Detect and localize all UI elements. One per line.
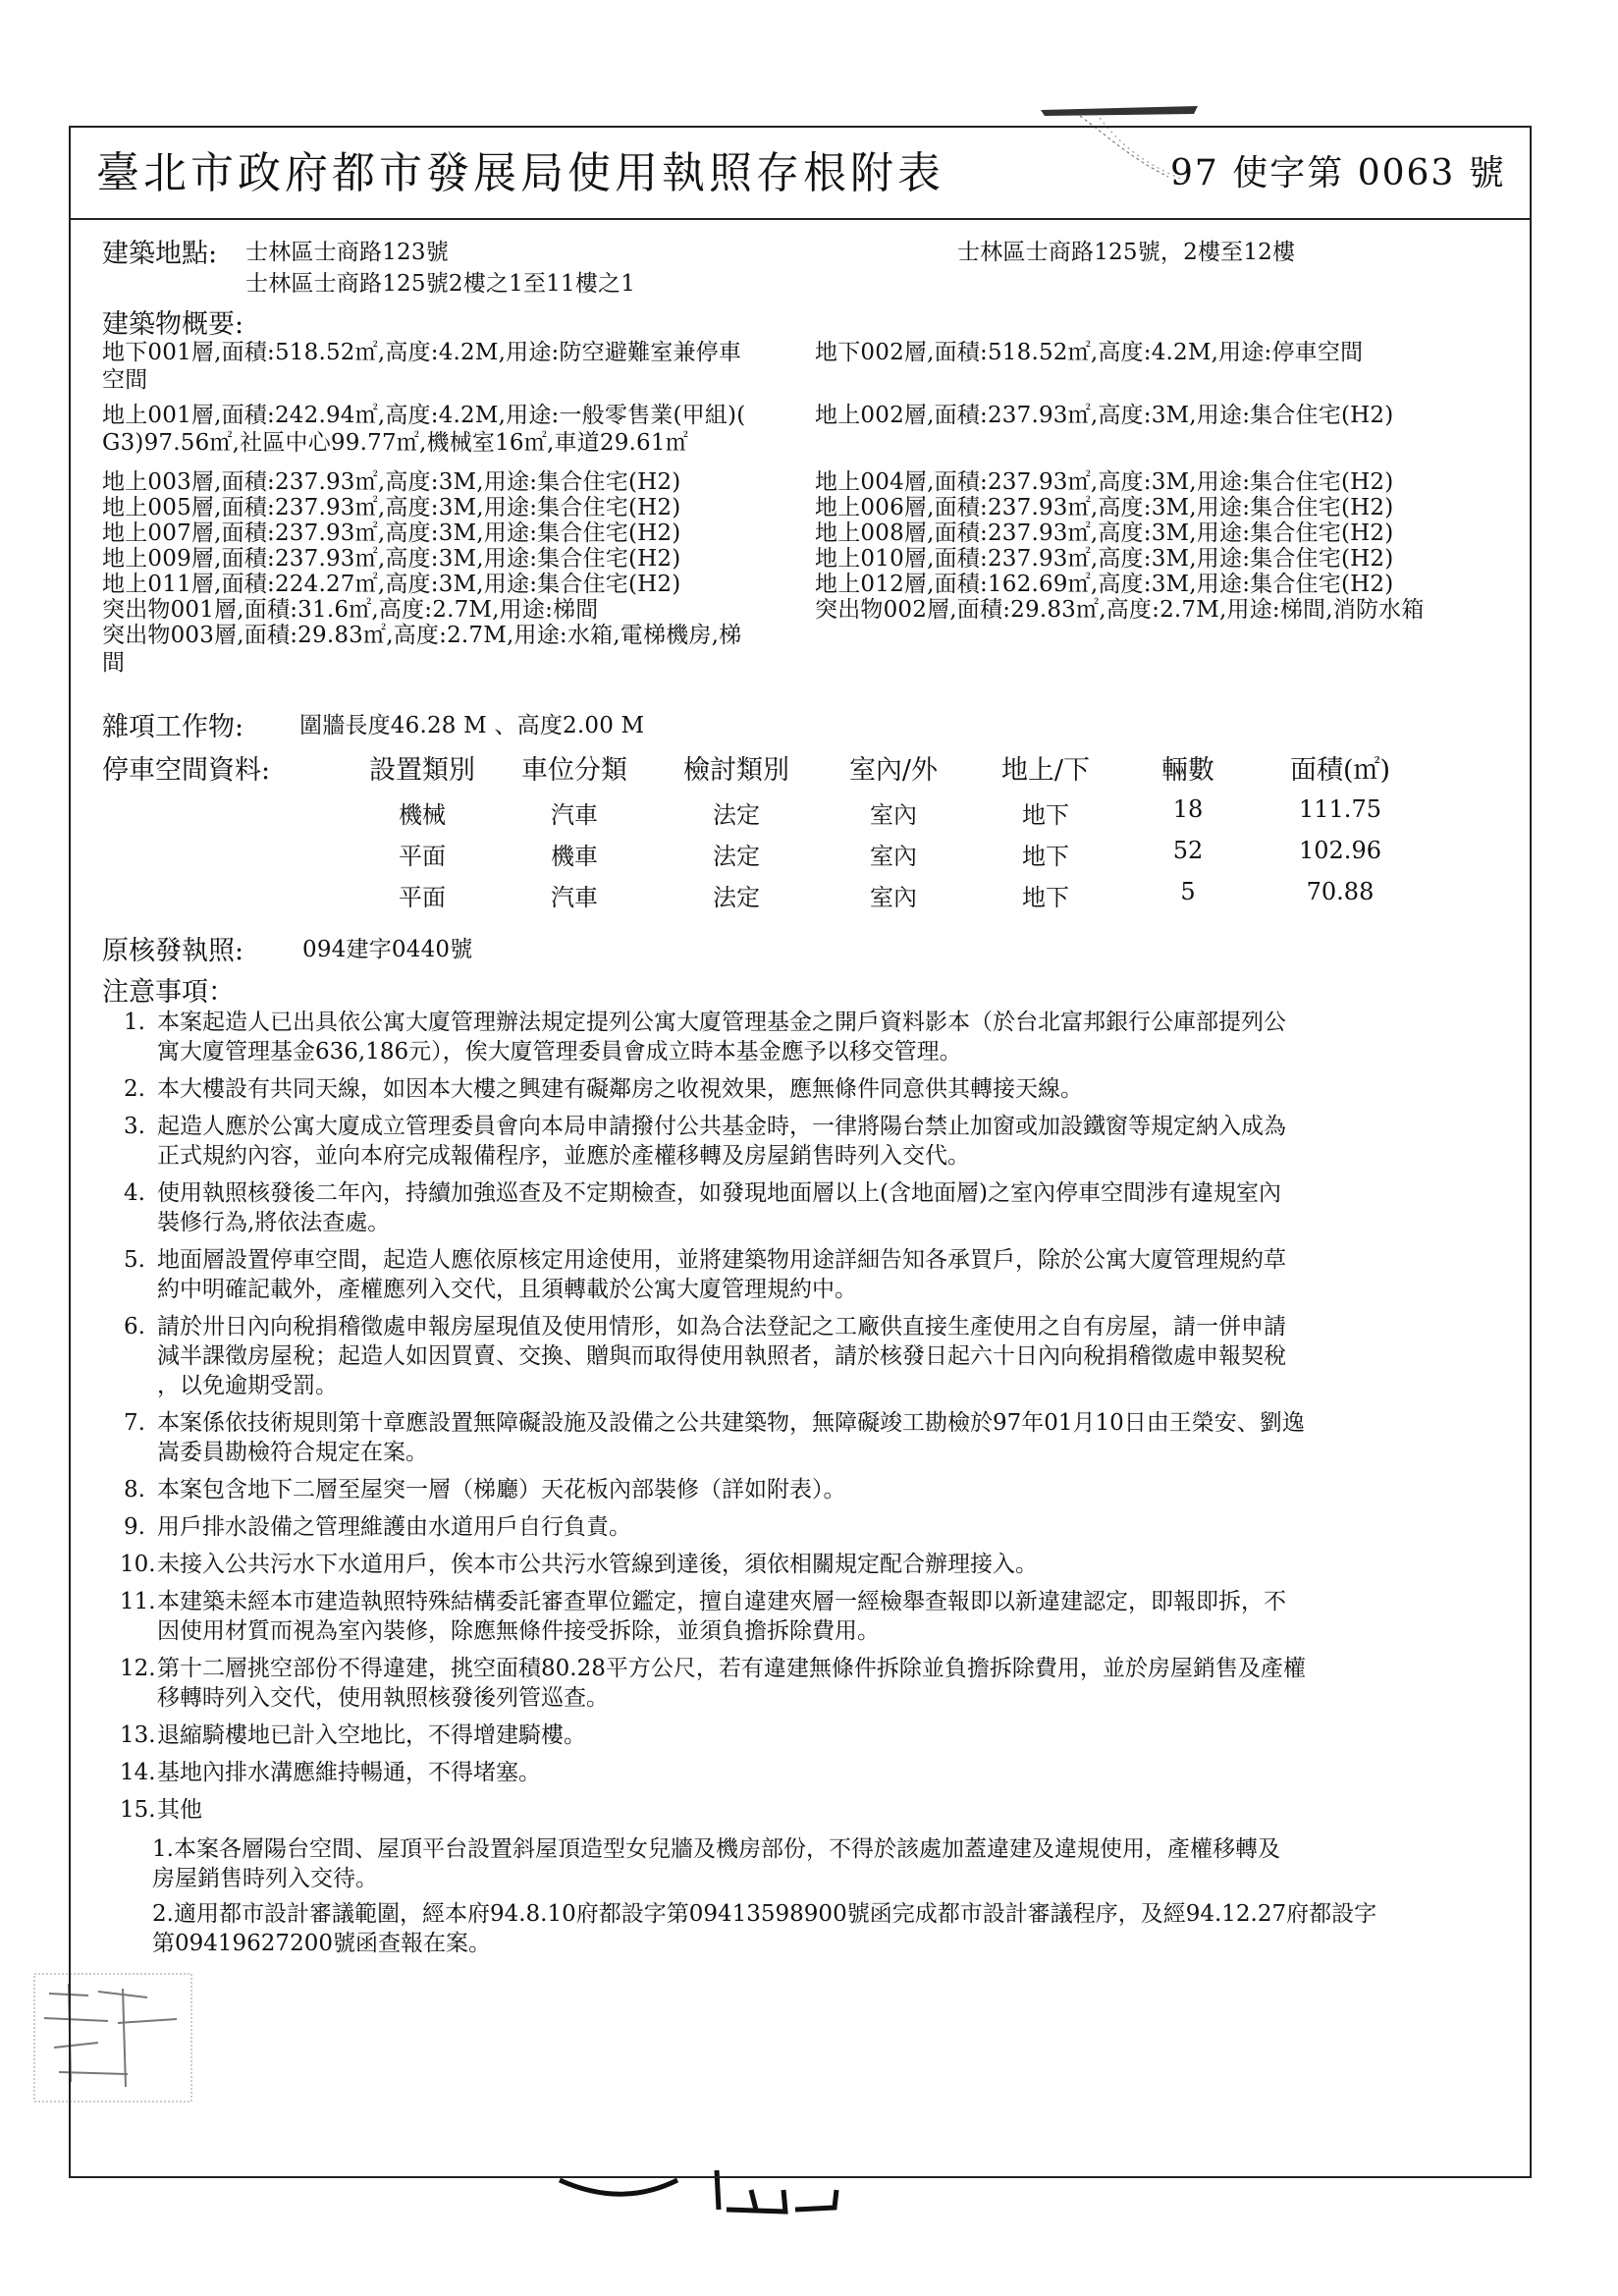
- note-number: 13.: [120, 1722, 156, 1748]
- note-number: 15.: [120, 1797, 156, 1823]
- note-item-2: [120, 1074, 1083, 1104]
- parking-cell-r3-c4: 室內: [870, 884, 917, 911]
- note-item-10: [120, 1550, 1038, 1579]
- overview-right-4: 地上006層,面積:237.93㎡,高度:3M,用途:集合住宅(H2): [815, 495, 1394, 520]
- note-text-line: 寓大廈管理基金636,186元），俟大廈管理委員會成立時本基金應予以移交管理。: [157, 1039, 962, 1065]
- note-number: 4.: [124, 1180, 145, 1206]
- parking-cell-r2-c2: 機車: [551, 843, 598, 870]
- note-item-7: [120, 1408, 1305, 1465]
- note-text-line: 本案起造人已出具依公寓大廈管理辦法規定提列公寓大廈管理基金之開戶資料影本（於台北富邦銀行公庫部提列公: [157, 1010, 1286, 1035]
- note-number: 11.: [120, 1589, 156, 1614]
- overview-right-6: 地上010層,面積:237.93㎡,高度:3M,用途:集合住宅(H2): [815, 546, 1394, 572]
- parking-header-6: 輛數: [1161, 755, 1214, 786]
- note-text-line: 正式規約內容，並向本府完成報備程序，並應於產權移轉及房屋銷售時列入交代。: [157, 1143, 970, 1169]
- parking-cell-r3-c5: 地下: [1022, 884, 1069, 911]
- parking-cell-r2-c5: 地下: [1022, 843, 1069, 870]
- overview-left-2: 地上001層,面積:242.94㎡,高度:4.2M,用途:一般零售業(甲組)(: [102, 403, 746, 428]
- note-text-line: 退縮騎樓地已計入空地比，不得增建騎樓。: [157, 1722, 586, 1748]
- location-line-1: 士林區士商路123號: [245, 240, 449, 265]
- note-text-line: 嵩委員勘檢符合規定在案。: [157, 1440, 428, 1465]
- note-item-12: [120, 1654, 1306, 1711]
- overview-right-8: 突出物002層,面積:29.83㎡,高度:2.7M,用途:梯間,消防水箱: [815, 597, 1425, 623]
- overview-right-2: 地上002層,面積:237.93㎡,高度:3M,用途:集合住宅(H2): [815, 403, 1394, 428]
- overview-right-3: 地上004層,面積:237.93㎡,高度:3M,用途:集合住宅(H2): [815, 469, 1394, 495]
- other-note-1-line-1: 1.本案各層陽台空間、屋頂平台設置斜屋頂造型女兒牆及機房部份，不得於該處加蓋違建及違規使用，產權移轉及: [152, 1836, 1280, 1862]
- note-text-line: 移轉時列入交代，使用執照核發後列管巡查。: [157, 1685, 609, 1711]
- location-right: 士林區士商路125號，2樓至12樓: [957, 240, 1296, 265]
- note-item-4: [120, 1178, 1281, 1235]
- overview-left-7: 地上011層,面積:224.27㎡,高度:3M,用途:集合住宅(H2): [102, 572, 681, 597]
- other-note-1-line-2: 房屋銷售時列入交待。: [152, 1866, 378, 1891]
- overview-left-1: 地下001層,面積:518.52㎡,高度:4.2M,用途:防空避難室兼停車: [102, 340, 742, 365]
- parking-cell-r1-c6: 18: [1172, 795, 1204, 823]
- parking-cell-r2-c4: 室內: [870, 843, 917, 870]
- note-item-13: [120, 1721, 586, 1750]
- parking-cell-r2-c3: 法定: [713, 843, 760, 870]
- parking-label: 停車空間資料:: [102, 755, 271, 786]
- overview-left-6: 地上009層,面積:237.93㎡,高度:3M,用途:集合住宅(H2): [102, 546, 681, 572]
- parking-cell-r1-c7: 111.75: [1299, 795, 1381, 823]
- note-item-6: [120, 1312, 1286, 1398]
- note-text-line: 本大樓設有共同天線，如因本大樓之興建有礙鄰房之收視效果，應無條件同意供其轉接天線。: [157, 1076, 1083, 1102]
- note-text-line: 本建築未經本市建造執照特殊結構委託審查單位鑑定，擅自違建夾層一經檢舉查報即以新違建認定，即報即拆，不: [157, 1589, 1286, 1614]
- note-text-line: 本案包含地下二層至屋突一層（梯廳）天花板內部裝修（詳如附表）。: [157, 1477, 846, 1503]
- note-number: 9.: [124, 1514, 145, 1540]
- note-text-line: 請於卅日內向稅捐稽徵處申報房屋現值及使用情形，如為合法登記之工廠供直接生產使用之自有房屋，請一併申請: [157, 1314, 1286, 1339]
- note-number: 14.: [120, 1760, 156, 1785]
- document-title: 臺北市政府都市發展局使用執照存根附表: [96, 148, 944, 198]
- note-item-8: [120, 1475, 846, 1504]
- parking-cell-r3-c2: 汽車: [551, 884, 598, 911]
- note-text-line: 使用執照核發後二年內，持續加強巡查及不定期檢查，如發現地面層以上(含地面層)之室內停車空間涉有違規室內: [157, 1180, 1281, 1206]
- note-number: 2.: [124, 1076, 145, 1102]
- overview-left-5: 地上007層,面積:237.93㎡,高度:3M,用途:集合住宅(H2): [102, 520, 681, 546]
- parking-cell-r1-c1: 機械: [399, 801, 446, 829]
- parking-cell-r3-c3: 法定: [713, 884, 760, 911]
- note-text-line: 裝修行為,將依法查處。: [157, 1210, 391, 1235]
- parking-header-4: 室內/外: [848, 755, 939, 786]
- parking-cell-r1-c2: 汽車: [551, 801, 598, 829]
- parking-header-7: 面積(㎡): [1289, 755, 1391, 786]
- parking-cell-r1-c3: 法定: [713, 801, 760, 829]
- overview-left-8: 突出物001層,面積:31.6㎡,高度:2.7M,用途:梯間: [102, 597, 599, 623]
- other-note-2-line-1: 2.適用都市設計審議範圍，經本府94.8.10府都設字第09413598900號函完成都市設計審議程序，及經94.12.27府都設字: [152, 1901, 1377, 1927]
- parking-cell-r3-c1: 平面: [399, 884, 446, 911]
- note-number: 1.: [124, 1010, 145, 1035]
- note-item-14: [120, 1758, 541, 1787]
- location-line-2: 士林區士商路125號2樓之1至11樓之1: [245, 271, 636, 297]
- note-text-line: 其他: [157, 1797, 202, 1823]
- overview-left-3: 地上003層,面積:237.93㎡,高度:3M,用途:集合住宅(H2): [102, 469, 681, 495]
- overview-left-4: 地上005層,面積:237.93㎡,高度:3M,用途:集合住宅(H2): [102, 495, 681, 520]
- note-text-line: 用戶排水設備之管理維護由水道用戶自行負責。: [157, 1514, 631, 1540]
- note-number: 6.: [124, 1314, 145, 1339]
- header-divider: [69, 218, 1532, 220]
- parking-header-1: 設置類別: [369, 755, 475, 786]
- note-item-9: [120, 1512, 631, 1542]
- misc-work-value: 圍牆長度46.28 M 、高度2.00 M: [299, 713, 645, 738]
- parking-cell-r2-c1: 平面: [399, 843, 446, 870]
- parking-cell-r2-c6: 52: [1172, 837, 1204, 864]
- overview-right-1: 地下002層,面積:518.52㎡,高度:4.2M,用途:停車空間: [815, 340, 1364, 365]
- overview-left-cont-9: 間: [102, 650, 126, 676]
- note-text-line: 未接入公共污水下水道用戶，俟本市公共污水管線到達後，須依相關規定配合辦理接入。: [157, 1552, 1038, 1577]
- note-text-line: 地面層設置停車空間，起造人應依原核定用途使用，並將建築物用途詳細告知各承買戶，除於公寓大廈管理規約草: [157, 1247, 1286, 1273]
- note-item-15: [120, 1795, 202, 1825]
- note-text-line: 起造人應於公寓大廈成立管理委員會向本局申請撥付公共基金時，一律將陽台禁止加窗或加設鐵窗等規定納入成為: [157, 1114, 1286, 1139]
- note-number: 8.: [124, 1477, 145, 1503]
- other-note-2-line-2: 第09419627200號函查報在案。: [152, 1931, 491, 1956]
- note-text-line: 因使用材質而視為室內裝修，除應無條件接受拆除，並須負擔拆除費用。: [157, 1618, 880, 1644]
- parking-header-2: 車位分類: [521, 755, 627, 786]
- parking-cell-r3-c6: 5: [1180, 878, 1196, 905]
- parking-cell-r3-c7: 70.88: [1306, 878, 1375, 905]
- overview-left-9: 突出物003層,面積:29.83㎡,高度:2.7M,用途:水箱,電梯機房,梯: [102, 623, 742, 648]
- note-text-line: 基地內排水溝應維持暢通，不得堵塞。: [157, 1760, 541, 1785]
- parking-cell-r2-c7: 102.96: [1299, 837, 1381, 864]
- note-number: 10.: [120, 1552, 156, 1577]
- permit-number: 97 使字第 0063 號: [1170, 153, 1506, 193]
- original-permit-value: 094建字0440號: [302, 937, 473, 962]
- note-item-1: [120, 1008, 1286, 1065]
- note-number: 7.: [124, 1410, 145, 1436]
- misc-work-label: 雜項工作物:: [102, 712, 244, 742]
- note-item-5: [120, 1245, 1286, 1302]
- parking-cell-r1-c5: 地下: [1022, 801, 1069, 829]
- note-number: 5.: [124, 1247, 145, 1273]
- overview-right-5: 地上008層,面積:237.93㎡,高度:3M,用途:集合住宅(H2): [815, 520, 1394, 546]
- note-text-line: 第十二層挑空部份不得違建，挑空面積80.28平方公尺，若有違建無條件拆除並負擔拆除費用，並於房屋銷售及產權: [157, 1656, 1306, 1681]
- note-text-line: 約中明確記載外，產權應列入交代，且須轉載於公寓大廈管理規約中。: [157, 1277, 857, 1302]
- note-number: 3.: [124, 1114, 145, 1139]
- overview-right-7: 地上012層,面積:162.69㎡,高度:3M,用途:集合住宅(H2): [815, 572, 1394, 597]
- notes-label: 注意事項：: [102, 977, 235, 1008]
- note-item-11: [120, 1587, 1286, 1644]
- note-text-line: 減半課徵房屋稅；起造人如因買賣、交換、贈與而取得使用執照者，請於核發日起六十日內向稅捐稽徵處申報契稅: [157, 1343, 1286, 1369]
- location-label: 建築地點:: [102, 239, 218, 269]
- note-number: 12.: [120, 1656, 156, 1681]
- note-item-3: [120, 1112, 1286, 1169]
- note-text-line: 本案係依技術規則第十章應設置無障礙設施及設備之公共建築物，無障礙竣工勘檢於97年01月10日由王榮安、劉逸: [157, 1410, 1305, 1436]
- parking-header-5: 地上/下: [1000, 755, 1091, 786]
- original-permit-label: 原核發執照:: [102, 936, 244, 966]
- overview-label: 建築物概要:: [102, 309, 244, 340]
- parking-cell-r1-c4: 室內: [870, 801, 917, 829]
- overview-left-cont-2: G3)97.56㎡,社區中心99.77㎡,機械室16㎡,車道29.61㎡: [102, 430, 688, 456]
- overview-left-cont-1: 空間: [102, 367, 148, 393]
- note-text-line: ，以免逾期受罰。: [157, 1373, 338, 1398]
- parking-header-3: 檢討類別: [683, 755, 789, 786]
